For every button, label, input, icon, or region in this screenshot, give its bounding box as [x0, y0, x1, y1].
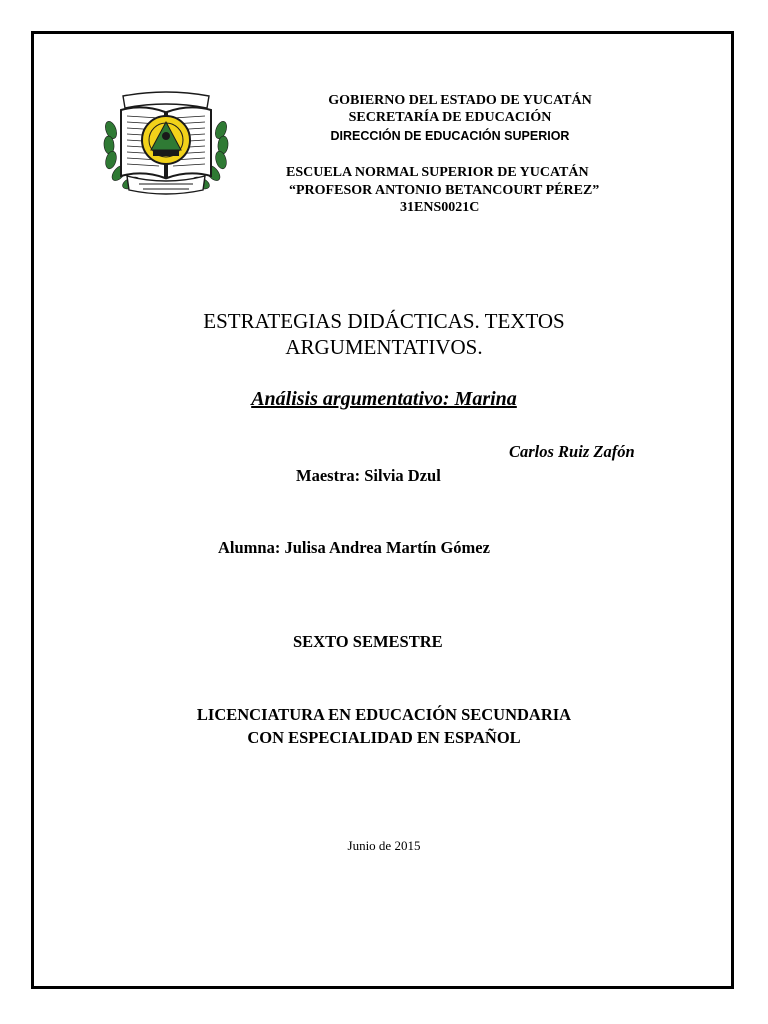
document-date: Junio de 2015 [347, 838, 421, 853]
header-school-code: 31ENS0021C [400, 200, 480, 215]
degree-line1: LICENCIATURA EN EDUCACIÓN SECUNDARIA [196, 705, 572, 724]
document-author: Carlos Ruiz Zafón [509, 442, 635, 461]
document-title-line2: ARGUMENTATIVOS. [285, 335, 483, 359]
document-title-line1: ESTRATEGIAS DIDÁCTICAS. TEXTOS [203, 309, 565, 333]
document-subtitle: Análisis argumentativo: Marina [251, 388, 517, 410]
teacher-name: Maestra: Silvia Dzul [296, 466, 441, 485]
header-school-name: “PROFESOR ANTONIO BETANCOURT PÉREZ” [289, 183, 600, 198]
degree-line2: CON ESPECIALIDAD EN ESPAÑOL [247, 728, 521, 747]
student-name: Alumna: Julisa Andrea Martín Gómez [218, 538, 490, 557]
semester: SEXTO SEMESTRE [293, 632, 443, 651]
header-school: ESCUELA NORMAL SUPERIOR DE YUCATÁN [286, 165, 589, 180]
header-secretariat: SECRETARÍA DE EDUCACIÓN [348, 110, 552, 125]
header-direction: DIRECCIÓN DE EDUCACIÓN SUPERIOR [330, 129, 570, 143]
header-government: GOBIERNO DEL ESTADO DE YUCATÁN [328, 93, 592, 108]
school-crest-icon [101, 90, 231, 198]
